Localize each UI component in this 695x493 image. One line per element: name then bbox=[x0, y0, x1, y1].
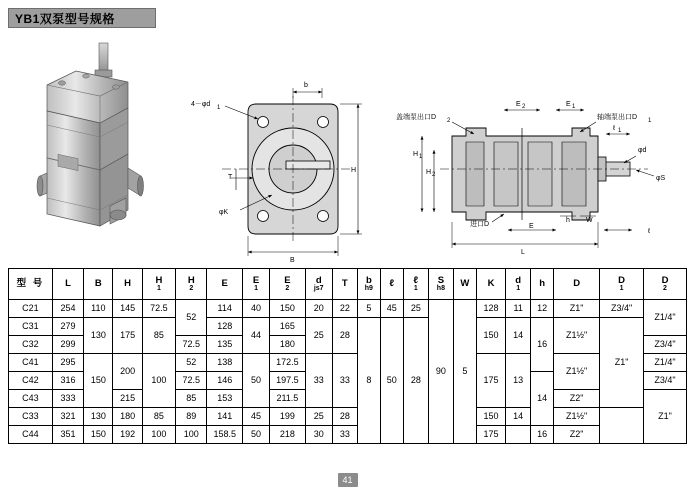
cell-E: 128 bbox=[207, 318, 243, 336]
col-header-E2: E 2 bbox=[270, 269, 306, 300]
cell-b: 8 bbox=[357, 318, 380, 444]
cell-H2: 85 bbox=[176, 390, 207, 408]
cell-E1: 50 bbox=[242, 354, 269, 408]
cell-H1: 100 bbox=[142, 354, 175, 408]
col-header-H1: H 1 bbox=[142, 269, 175, 300]
table-header-row bbox=[9, 269, 687, 300]
label-phiK: φK bbox=[219, 209, 229, 216]
page-title bbox=[8, 8, 156, 28]
cell-l: 50 bbox=[380, 318, 403, 444]
cell-d1: 14 bbox=[506, 318, 531, 354]
col-header-model: 型 号 bbox=[9, 269, 53, 300]
cell-B: 150 bbox=[84, 426, 113, 444]
label-outlet-D1: 轴端泵出口D bbox=[597, 114, 638, 121]
cell-B: 130 bbox=[84, 318, 113, 354]
label-l1: ℓ bbox=[613, 125, 616, 132]
label-H2: H bbox=[426, 169, 432, 176]
svg-text:1: 1 bbox=[618, 128, 622, 134]
cell-L: 351 bbox=[52, 426, 83, 444]
cell-H: 215 bbox=[113, 390, 142, 408]
cell-H: 200 bbox=[113, 354, 142, 390]
cell-D2: Z1/4" bbox=[644, 354, 687, 372]
cell-H1: 100 bbox=[142, 426, 175, 444]
pump-photo-illustration bbox=[37, 43, 144, 226]
cell-model: C41 bbox=[9, 354, 53, 372]
cell-E: 158.5 bbox=[207, 426, 243, 444]
cell-D2: Z3/4" bbox=[644, 372, 687, 390]
cell-d1: 13 bbox=[506, 354, 531, 408]
col-header-h: h bbox=[531, 269, 554, 300]
svg-text:1: 1 bbox=[572, 104, 576, 110]
cell-model: C21 bbox=[9, 300, 53, 318]
cell-H2: 72.5 bbox=[176, 336, 207, 354]
cell-D2: Z3/4" bbox=[644, 336, 687, 354]
col-header-E1: E 1 bbox=[242, 269, 269, 300]
page-title-text: YB1双泵型号规格 bbox=[15, 11, 115, 26]
label-phid: φd bbox=[638, 147, 647, 154]
page-number-badge: 41 bbox=[338, 473, 358, 487]
col-header-L: L bbox=[52, 269, 83, 300]
cell-D: Z2" bbox=[554, 390, 600, 408]
cell-E1: 40 bbox=[242, 300, 269, 318]
col-header-d1: d 1 bbox=[506, 269, 531, 300]
label-l: ℓ bbox=[648, 228, 651, 235]
cell-d: 25 bbox=[305, 408, 332, 426]
cell-H1: 85 bbox=[142, 408, 175, 426]
cell-L: 279 bbox=[52, 318, 83, 336]
cell-l: 45 bbox=[380, 300, 403, 318]
cell-model: C43 bbox=[9, 390, 53, 408]
cell-d: 25 bbox=[305, 318, 332, 354]
cell-d1: 14 bbox=[506, 408, 531, 426]
cell-H2: 72.5 bbox=[176, 372, 207, 390]
cell-model: C44 bbox=[9, 426, 53, 444]
side-view-drawing bbox=[396, 101, 666, 256]
cell-b: 5 bbox=[357, 300, 380, 318]
table-row bbox=[9, 354, 687, 372]
cell-D1: Z1" bbox=[600, 318, 644, 408]
cell-D2: Z1/4" bbox=[644, 300, 687, 336]
cell-E: 114 bbox=[207, 300, 243, 318]
label-phiS: φS bbox=[656, 175, 666, 182]
cell-h: 16 bbox=[531, 426, 554, 444]
col-header-d: d js7 bbox=[305, 269, 332, 300]
svg-text:2: 2 bbox=[522, 104, 526, 110]
label-b: b bbox=[304, 82, 308, 89]
cell-L: 316 bbox=[52, 372, 83, 390]
col-header-D1: D 1 bbox=[600, 269, 644, 300]
col-header-S: S h8 bbox=[428, 269, 453, 300]
cell-H: 180 bbox=[113, 408, 142, 426]
cell-d: 30 bbox=[305, 426, 332, 444]
cell-E2: 218 bbox=[270, 426, 306, 444]
svg-text:2: 2 bbox=[447, 118, 451, 124]
cell-K: 150 bbox=[476, 408, 505, 426]
label-L: L bbox=[521, 249, 525, 256]
cell-L: 333 bbox=[52, 390, 83, 408]
label-B-front: B bbox=[290, 257, 295, 264]
cell-B: 110 bbox=[84, 300, 113, 318]
col-header-W: W bbox=[453, 269, 476, 300]
svg-text:1: 1 bbox=[419, 154, 423, 160]
cell-model: C31 bbox=[9, 318, 53, 336]
cell-d1 bbox=[506, 426, 531, 444]
cell-H1: 72.5 bbox=[142, 300, 175, 318]
cell-L: 299 bbox=[52, 336, 83, 354]
cell-H1: 85 bbox=[142, 318, 175, 354]
cell-T: 28 bbox=[332, 408, 357, 426]
cell-D: Z1½" bbox=[554, 354, 600, 390]
col-header-D: D bbox=[554, 269, 600, 300]
cell-E: 146 bbox=[207, 372, 243, 390]
cell-L: 321 bbox=[52, 408, 83, 426]
cell-h: 16 bbox=[531, 318, 554, 372]
cell-h: 12 bbox=[531, 300, 554, 318]
drawing-area bbox=[0, 30, 695, 265]
svg-text:1: 1 bbox=[217, 105, 221, 111]
label-inlet-D: 进口D bbox=[470, 221, 490, 228]
cell-d: 33 bbox=[305, 354, 332, 408]
cell-W: 5 bbox=[453, 300, 476, 444]
cell-E: 138 bbox=[207, 354, 243, 372]
cell-E1: 50 bbox=[242, 426, 269, 444]
col-header-l1: ℓ 1 bbox=[403, 269, 428, 300]
cell-model: C42 bbox=[9, 372, 53, 390]
cell-D: Z2" bbox=[554, 426, 600, 444]
cell-K: 128 bbox=[476, 300, 505, 318]
col-header-T: T bbox=[332, 269, 357, 300]
cell-h: 14 bbox=[531, 372, 554, 426]
cell-H2: 52 bbox=[176, 300, 207, 336]
cell-E1: 44 bbox=[242, 318, 269, 354]
cell-E: 141 bbox=[207, 408, 243, 426]
cell-E2: 180 bbox=[270, 336, 306, 354]
cell-E2: 199 bbox=[270, 408, 306, 426]
col-header-l: ℓ bbox=[380, 269, 403, 300]
cell-l1: 25 bbox=[403, 300, 428, 318]
label-W: W bbox=[586, 217, 593, 224]
label-H-front: H bbox=[351, 167, 357, 174]
cell-E1: 45 bbox=[242, 408, 269, 426]
cell-E2: 172.5 bbox=[270, 354, 306, 372]
table-row bbox=[9, 300, 687, 318]
table-row bbox=[9, 318, 687, 336]
label-H1: H bbox=[413, 151, 419, 158]
col-header-b: b h9 bbox=[357, 269, 380, 300]
cell-T: 33 bbox=[332, 426, 357, 444]
cell-H2: 100 bbox=[176, 426, 207, 444]
cell-T: 33 bbox=[332, 354, 357, 408]
cell-E: 153 bbox=[207, 390, 243, 408]
cell-B: 150 bbox=[84, 354, 113, 408]
col-header-B: B bbox=[84, 269, 113, 300]
col-header-H: H bbox=[113, 269, 142, 300]
label-E1: E bbox=[566, 101, 571, 108]
label-hole-callout: 4－φd bbox=[191, 101, 211, 108]
cell-model: C32 bbox=[9, 336, 53, 354]
cell-D1: Z3/4" bbox=[600, 300, 644, 318]
spec-table bbox=[8, 268, 687, 444]
label-outlet-D2: 盖端泵出口D bbox=[396, 114, 437, 121]
col-header-K: K bbox=[476, 269, 505, 300]
cell-H2: 89 bbox=[176, 408, 207, 426]
table-row bbox=[9, 426, 687, 444]
cell-d1: 11 bbox=[506, 300, 531, 318]
table-row bbox=[9, 408, 687, 426]
cell-L: 254 bbox=[52, 300, 83, 318]
cell-H2: 52 bbox=[176, 354, 207, 372]
svg-text:1: 1 bbox=[648, 118, 652, 124]
cell-B: 130 bbox=[84, 408, 113, 426]
cell-K: 150 bbox=[476, 318, 505, 354]
cell-E: 135 bbox=[207, 336, 243, 354]
cell-model: C33 bbox=[9, 408, 53, 426]
cell-T: 22 bbox=[332, 300, 357, 318]
col-header-E: E bbox=[207, 269, 243, 300]
label-E: E bbox=[529, 223, 534, 230]
cell-E2: 211.5 bbox=[270, 390, 306, 408]
cell-D2: Z1" bbox=[644, 390, 687, 444]
spec-table-wrapper bbox=[8, 268, 687, 444]
label-E2: E bbox=[516, 101, 521, 108]
cell-T: 28 bbox=[332, 318, 357, 354]
label-h: h bbox=[566, 217, 570, 224]
cell-S: 90 bbox=[428, 300, 453, 444]
cell-D: Z1½" bbox=[554, 408, 600, 426]
cell-E2: 197.5 bbox=[270, 372, 306, 390]
col-header-H2: H 2 bbox=[176, 269, 207, 300]
cell-d: 20 bbox=[305, 300, 332, 318]
svg-text:2: 2 bbox=[432, 172, 436, 178]
cell-D: Z1½" bbox=[554, 318, 600, 354]
cell-l1: 28 bbox=[403, 318, 428, 444]
label-T: T bbox=[228, 174, 233, 181]
cell-K: 175 bbox=[476, 426, 505, 444]
cell-H: 145 bbox=[113, 300, 142, 318]
col-header-D2: D 2 bbox=[644, 269, 687, 300]
front-view-drawing bbox=[191, 82, 362, 264]
cell-D1 bbox=[600, 408, 644, 444]
cell-D: Z1" bbox=[554, 300, 600, 318]
cell-H: 175 bbox=[113, 318, 142, 354]
cell-K: 175 bbox=[476, 354, 505, 408]
cell-E2: 150 bbox=[270, 300, 306, 318]
cell-E2: 165 bbox=[270, 318, 306, 336]
cell-H: 192 bbox=[113, 426, 142, 444]
cell-L: 295 bbox=[52, 354, 83, 372]
